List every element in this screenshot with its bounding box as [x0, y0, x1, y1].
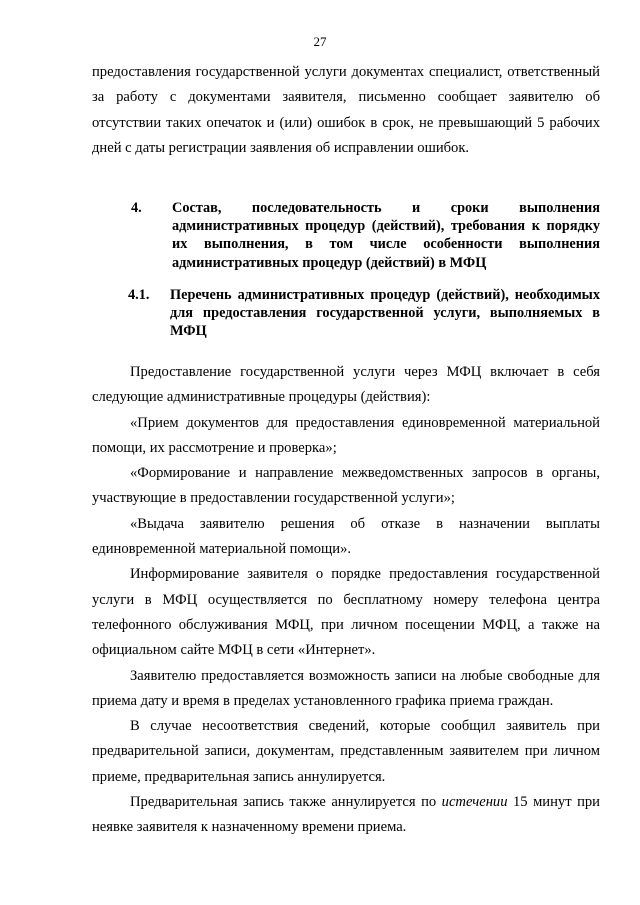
paragraph: В случае несоответствия сведений, которые сообщил заявитель при предварительной записи, документам, представленным заявителем при личном приеме, предварительная запись аннулируется. [92, 718, 600, 785]
paragraph: Предоставление государственной услуги через МФЦ включает в себя следующие административные процедуры (действия): [92, 364, 600, 406]
section-4-1-heading [92, 286, 600, 341]
paragraph: «Формирование и направление межведомственных запросов в органы, участвующие в предоставлении государственной услуги»; [92, 465, 600, 507]
intro-paragraph: предоставления государственной услуги документах специалист, ответственный за работу с документами заявителя, письменно сообщает заявителю об отсутствии таких опечаток и (или) ошибок в срок, не превышающий 5 рабочих дней с даты регистрации заявления об исправлении ошибок. [92, 64, 600, 156]
paragraph: Информирование заявителя о порядке предоставления государственной услуги в МФЦ осуществляется по бесплатному номеру телефона центра телефонного обслуживания МФЦ, при личном посещении МФЦ, а также на официальном сайте МФЦ в сети «Интернет». [92, 566, 600, 659]
paragraph: «Прием документов для предоставления единовременной материальной помощи, их рассмотрение и проверка»; [92, 414, 600, 456]
last-paragraph-start: Предварительная запись также аннулируется по [130, 794, 442, 811]
body-paragraphs [92, 360, 600, 841]
last-paragraph-italic: истечении [441, 794, 508, 811]
section-4-1-title: Перечень административных процедур (действий), необходимых для предоставления государственной услуги, выполняемых в МФЦ [170, 287, 600, 340]
paragraph: «Выдача заявителю решения об отказе в назначении выплаты единовременной материальной помощи». [92, 515, 600, 558]
section-4-heading [92, 199, 600, 272]
last-paragraph-end: 15 минут при неявке заявителя к назначенному времени приема. [92, 794, 600, 836]
section-4-number: 4. [131, 200, 142, 216]
paragraph: Заявителю предоставляется возможность записи на любые свободные для приема дату и время в пределах установленного графика приема граждан. [92, 667, 600, 709]
last-paragraph [92, 790, 600, 841]
intro-paragraph-block [92, 60, 600, 161]
section-4-1-number: 4.1. [128, 287, 150, 303]
section-4-title: Состав, последовательность и сроки выполнения административных процедур (действий), требования к порядку их выполнения, в том числе особенности выполнения административных процедур (действий) в МФЦ [172, 200, 600, 271]
page-number: 27 [313, 34, 327, 49]
